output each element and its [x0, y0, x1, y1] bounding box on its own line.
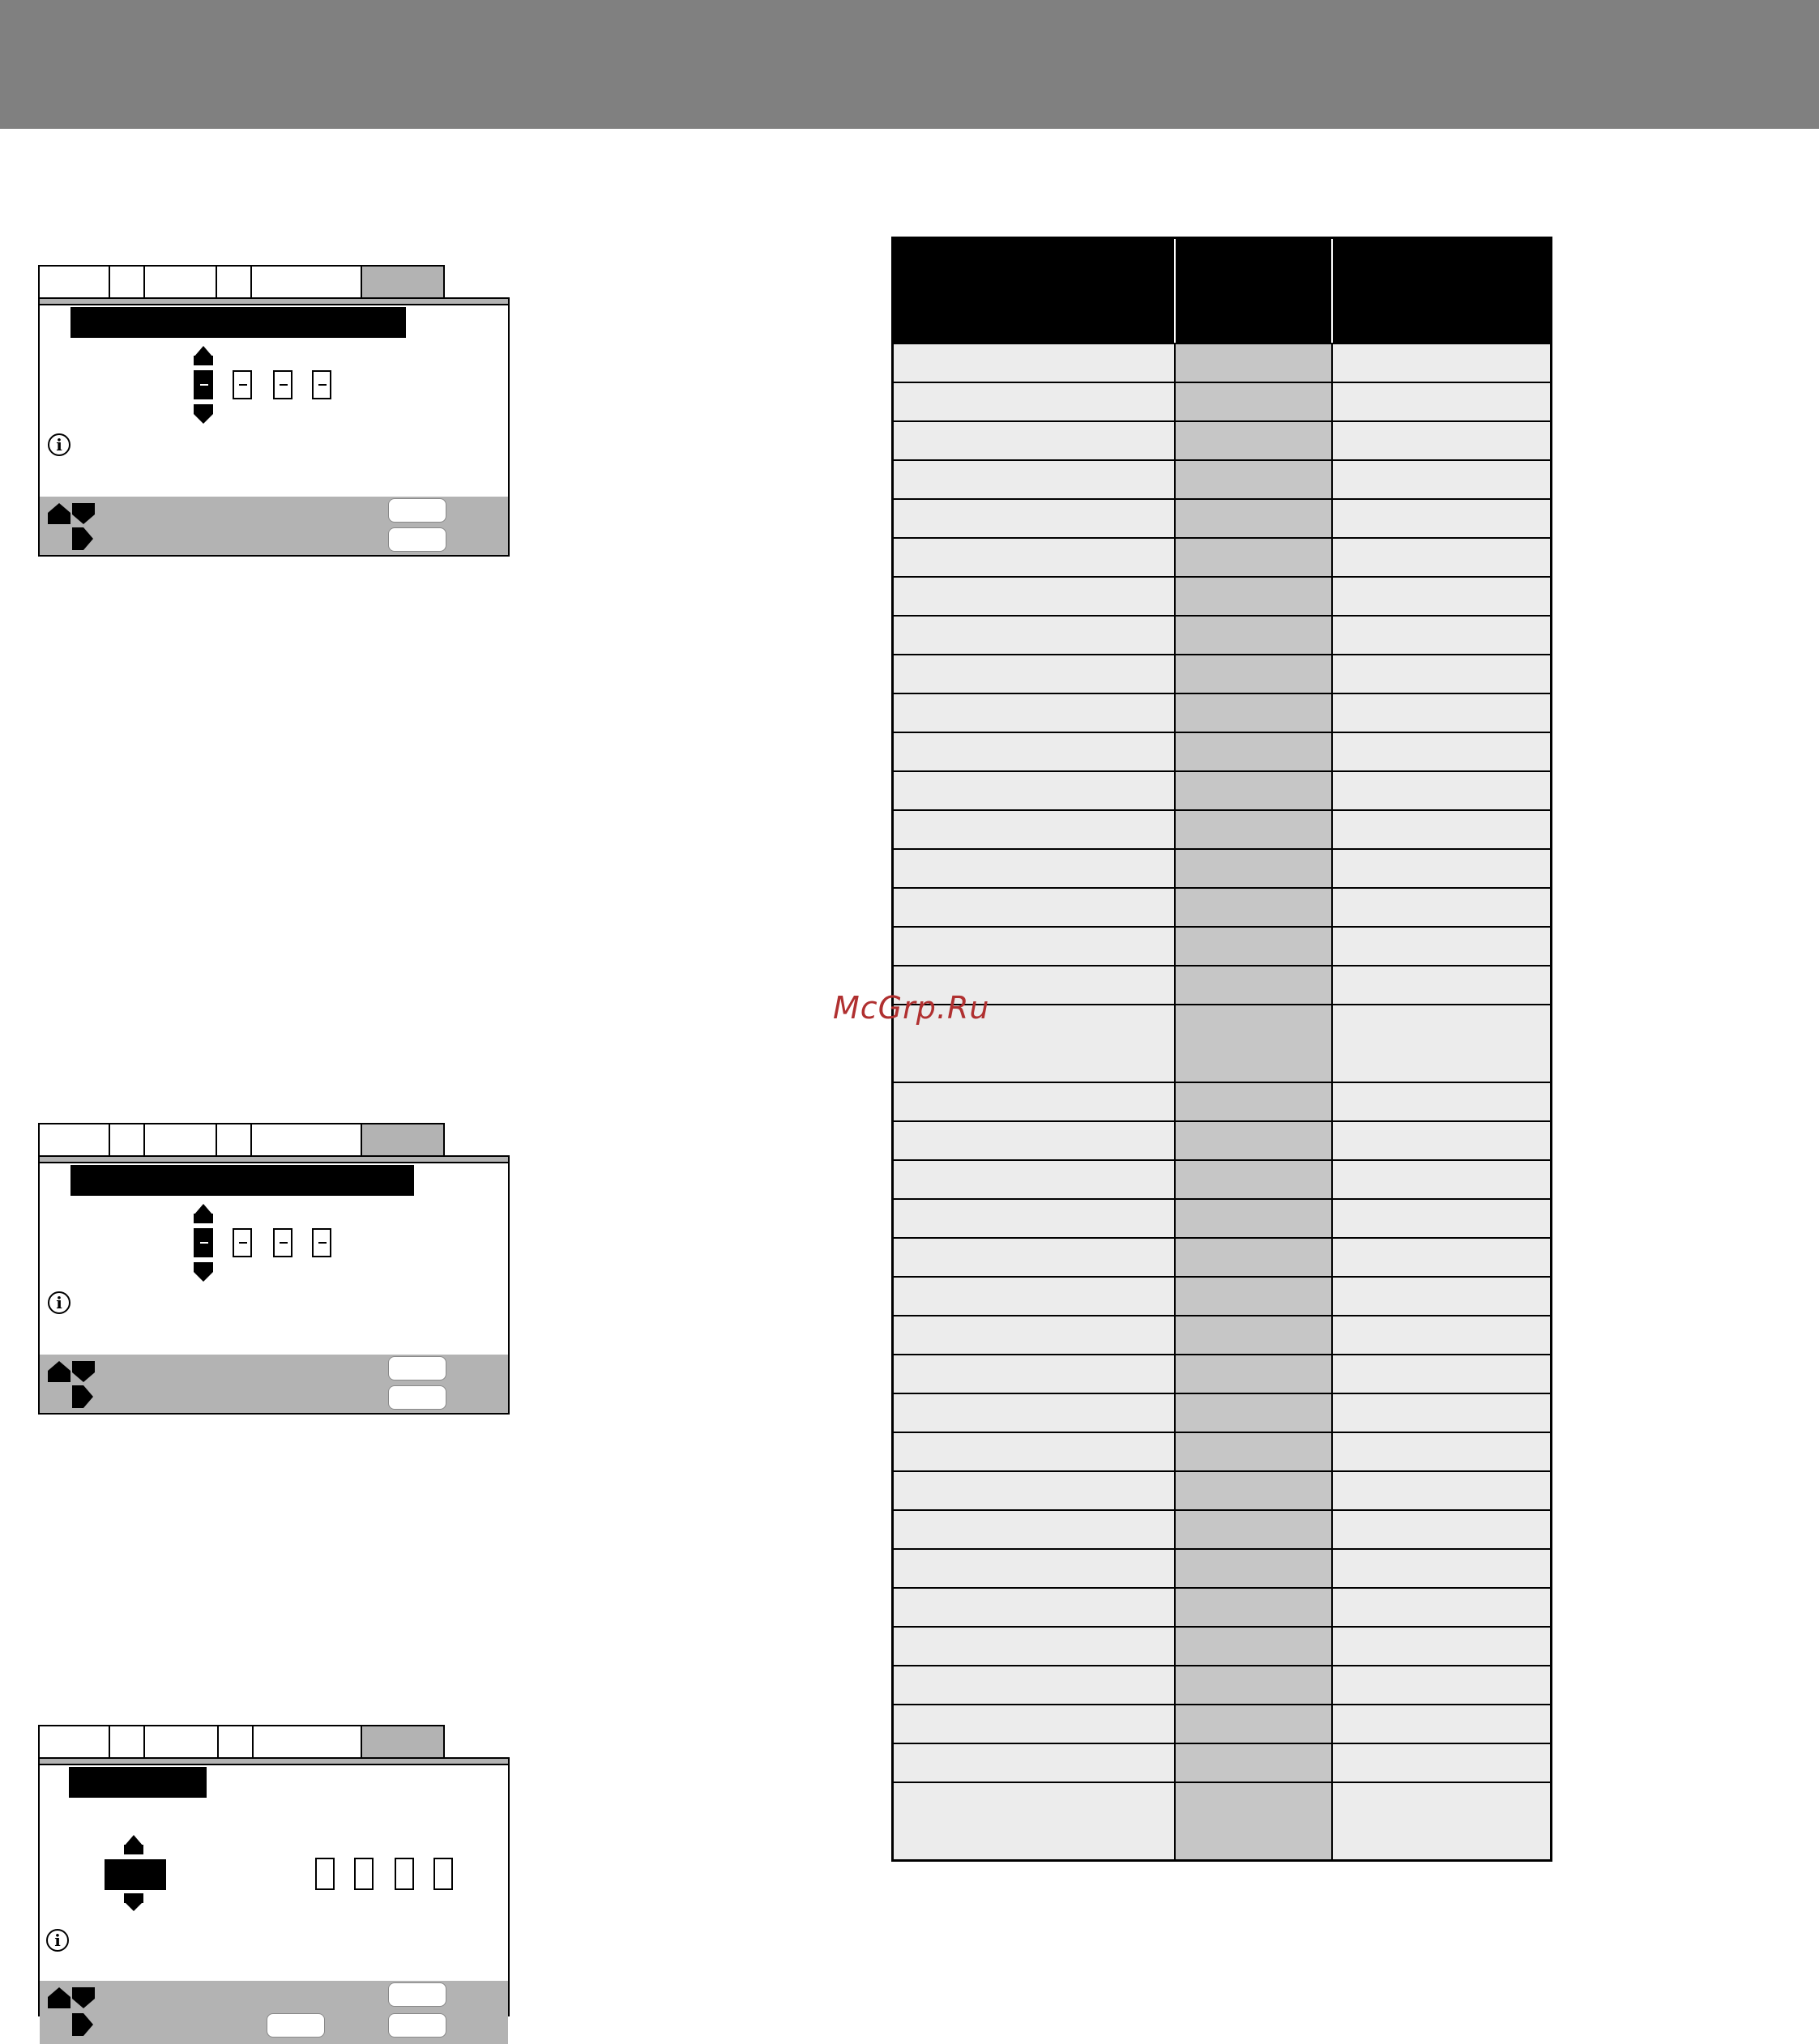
table-cell-col-1	[894, 1161, 1176, 1198]
table-row	[894, 1120, 1550, 1159]
table-cell-col-2	[1176, 1083, 1333, 1120]
table-cell-col-3	[1333, 500, 1550, 537]
nav-down-icon	[72, 514, 95, 524]
table-cell-col-1	[894, 1472, 1176, 1509]
nav-right-icon	[83, 527, 93, 550]
table-cell-col-3	[1333, 850, 1550, 887]
table-cell-col-1	[894, 500, 1176, 537]
nav-down-icon	[72, 1999, 95, 2008]
table-row	[894, 1743, 1550, 1782]
table-cell-col-1	[894, 1278, 1176, 1315]
table-cell-col-2	[1176, 967, 1333, 1004]
tab-4[interactable]	[217, 1725, 254, 1757]
tab-5[interactable]	[252, 1725, 362, 1757]
table-cell-col-2	[1176, 422, 1333, 459]
table-cell-col-3	[1333, 1744, 1550, 1782]
digit-4[interactable]	[312, 370, 331, 399]
table-cell-col-3	[1333, 344, 1550, 382]
table-cell-col-3	[1333, 1122, 1550, 1159]
tab-2[interactable]	[109, 1725, 145, 1757]
table-row	[894, 382, 1550, 420]
table-cell-col-3	[1333, 811, 1550, 848]
tab-5[interactable]	[250, 265, 362, 297]
info-icon: i	[46, 1929, 69, 1952]
tab-1[interactable]	[38, 265, 110, 297]
softkey-2[interactable]	[388, 1385, 446, 1410]
table-row	[894, 1159, 1550, 1198]
table-cell-col-1	[894, 1705, 1176, 1743]
table-row	[894, 1082, 1550, 1120]
table-row	[894, 1782, 1550, 1859]
table-cell-col-1	[894, 1200, 1176, 1237]
table-cell-col-1	[894, 1589, 1176, 1626]
tab-1[interactable]	[38, 1725, 110, 1757]
table-cell-col-2	[1176, 1239, 1333, 1276]
table-cell-col-2	[1176, 850, 1333, 887]
digit-2[interactable]	[233, 370, 252, 399]
table-cell-col-1	[894, 1783, 1176, 1859]
digit-3[interactable]	[273, 370, 292, 399]
info-icon: i	[48, 1291, 70, 1314]
table-row	[894, 770, 1550, 809]
screen-title-bar	[70, 307, 406, 338]
screen-panel	[38, 1155, 510, 1415]
table-cell-col-1	[894, 694, 1176, 732]
table-cell-col-2	[1176, 1005, 1333, 1082]
table-row	[894, 498, 1550, 537]
table-row	[894, 809, 1550, 848]
table-cell-col-3	[1333, 694, 1550, 732]
screen-title-bar	[70, 1165, 414, 1196]
table-cell-col-3	[1333, 1433, 1550, 1470]
arrow-down-icon[interactable]	[194, 414, 213, 424]
table-row	[894, 887, 1550, 926]
table-cell-col-3	[1333, 1394, 1550, 1432]
table-cell-col-3	[1333, 422, 1550, 459]
tab-strip	[38, 265, 510, 299]
watermark: McGrp.Ru	[833, 990, 990, 1026]
table-row	[894, 1276, 1550, 1315]
table-cell-col-3	[1333, 1083, 1550, 1120]
table-row	[894, 1509, 1550, 1548]
table-cell-col-3	[1333, 1200, 1550, 1237]
tab-active[interactable]	[361, 1725, 445, 1757]
nav-right-icon	[83, 1385, 93, 1408]
table-cell-col-1	[894, 1433, 1176, 1470]
table-cell-col-1	[894, 1316, 1176, 1354]
table-row	[894, 537, 1550, 576]
header-col-1	[894, 239, 1176, 343]
table-cell-col-3	[1333, 1550, 1550, 1587]
table-row	[894, 1704, 1550, 1743]
table-cell-col-1	[894, 422, 1176, 459]
table-header	[894, 239, 1550, 343]
table-cell-col-2	[1176, 655, 1333, 693]
digit-1[interactable]	[194, 370, 213, 399]
table-cell-col-2	[1176, 1433, 1333, 1470]
table-cell-col-3	[1333, 1355, 1550, 1393]
table-cell-col-1	[894, 1394, 1176, 1432]
table-cell-col-1	[894, 1628, 1176, 1665]
screen-panel	[38, 297, 510, 557]
tab-2[interactable]	[109, 1123, 145, 1155]
softkey-2[interactable]	[388, 2013, 446, 2038]
table-cell-col-1	[894, 617, 1176, 654]
table-cell-col-1	[894, 811, 1176, 848]
table-cell-col-3	[1333, 1589, 1550, 1626]
screen-footer	[40, 1355, 508, 1413]
digit-1[interactable]	[315, 1858, 335, 1890]
lcd-screen-1	[38, 265, 510, 557]
table-cell-col-3	[1333, 655, 1550, 693]
table-cell-col-3	[1333, 1472, 1550, 1509]
table-cell-col-3	[1333, 772, 1550, 809]
lcd-screen-3	[38, 1725, 510, 2016]
table-cell-col-3	[1333, 1511, 1550, 1548]
tab-active[interactable]	[361, 265, 445, 297]
selected-field[interactable]	[105, 1859, 166, 1890]
softkey-2[interactable]	[388, 527, 446, 552]
tab-3[interactable]	[143, 1123, 217, 1155]
table-cell-col-1	[894, 850, 1176, 887]
table-cell-col-3	[1333, 733, 1550, 770]
table-row	[894, 1665, 1550, 1704]
table-row	[894, 1315, 1550, 1354]
table-row	[894, 926, 1550, 965]
table-cell-col-1	[894, 578, 1176, 615]
table-cell-col-2	[1176, 1744, 1333, 1782]
table-cell-col-3	[1333, 1783, 1550, 1859]
table-cell-col-2	[1176, 383, 1333, 420]
arrow-down-icon[interactable]	[124, 1901, 143, 1911]
table-row	[894, 1626, 1550, 1665]
table-row	[894, 1354, 1550, 1393]
header-bar	[0, 0, 1819, 129]
tab-2[interactable]	[109, 265, 145, 297]
table-cell-col-3	[1333, 889, 1550, 926]
nav-up-icon	[48, 503, 70, 513]
softkey-1[interactable]	[388, 1356, 446, 1380]
table-cell-col-1	[894, 1666, 1176, 1704]
table-cell-col-3	[1333, 578, 1550, 615]
table-cell-col-3	[1333, 928, 1550, 965]
table-cell-col-1	[894, 1083, 1176, 1120]
table-cell-col-1	[894, 539, 1176, 576]
table-cell-col-3	[1333, 1628, 1550, 1665]
table-cell-col-2	[1176, 1200, 1333, 1237]
tab-3[interactable]	[143, 265, 217, 297]
lcd-screen-2	[38, 1123, 510, 1415]
table-row	[894, 576, 1550, 615]
table-cell-col-3	[1333, 967, 1550, 1004]
table-cell-col-2	[1176, 1628, 1333, 1665]
table-row	[894, 693, 1550, 732]
table-cell-col-1	[894, 1355, 1176, 1393]
digit-2[interactable]	[354, 1858, 374, 1890]
table-cell-col-1	[894, 1511, 1176, 1548]
table-cell-col-1	[894, 928, 1176, 965]
table-row	[894, 420, 1550, 459]
digit-3[interactable]	[395, 1858, 414, 1890]
settings-table	[891, 237, 1552, 1862]
table-cell-col-2	[1176, 539, 1333, 576]
table-cell-col-3	[1333, 1278, 1550, 1315]
table-row	[894, 1393, 1550, 1432]
table-row	[894, 1432, 1550, 1470]
screen-footer	[40, 1981, 508, 2044]
table-cell-col-2	[1176, 578, 1333, 615]
softkey-3[interactable]	[267, 2013, 325, 2038]
table-cell-col-2	[1176, 772, 1333, 809]
table-row	[894, 1587, 1550, 1626]
digit-4[interactable]	[433, 1858, 453, 1890]
table-cell-col-2	[1176, 1783, 1333, 1859]
table-cell-col-2	[1176, 1316, 1333, 1354]
screen-footer	[40, 497, 508, 555]
table-cell-col-1	[894, 383, 1176, 420]
table-cell-col-2	[1176, 694, 1333, 732]
tab-4[interactable]	[216, 1123, 252, 1155]
table-cell-col-3	[1333, 617, 1550, 654]
table-row	[894, 732, 1550, 770]
softkey-1[interactable]	[388, 498, 446, 523]
table-cell-col-2	[1176, 461, 1333, 498]
table-cell-col-2	[1176, 1355, 1333, 1393]
table-cell-col-3	[1333, 1666, 1550, 1704]
header-col-3	[1333, 239, 1550, 343]
table-cell-col-2	[1176, 1511, 1333, 1548]
digit-4[interactable]	[312, 1228, 331, 1257]
softkey-1[interactable]	[388, 1982, 446, 2007]
tab-active[interactable]	[361, 1123, 445, 1155]
table-row	[894, 1548, 1550, 1587]
table-cell-col-2	[1176, 889, 1333, 926]
nav-down-icon	[72, 1372, 95, 1382]
table-cell-col-2	[1176, 928, 1333, 965]
header-col-2	[1176, 239, 1333, 343]
table-cell-col-1	[894, 772, 1176, 809]
table-row	[894, 1004, 1550, 1082]
table-cell-col-3	[1333, 539, 1550, 576]
table-cell-col-2	[1176, 1705, 1333, 1743]
info-icon: i	[48, 433, 70, 456]
table-cell-col-2	[1176, 733, 1333, 770]
tab-strip	[38, 1123, 510, 1157]
nav-up-icon	[48, 1361, 70, 1371]
table-cell-col-1	[894, 1550, 1176, 1587]
table-row	[894, 1198, 1550, 1237]
table-cell-col-3	[1333, 1005, 1550, 1082]
table-cell-col-2	[1176, 1589, 1333, 1626]
table-row	[894, 1470, 1550, 1509]
table-row	[894, 459, 1550, 498]
table-row	[894, 343, 1550, 382]
table-cell-col-2	[1176, 1666, 1333, 1704]
digit-3[interactable]	[273, 1228, 292, 1257]
table-cell-col-3	[1333, 1161, 1550, 1198]
table-cell-col-2	[1176, 1278, 1333, 1315]
nav-up-icon	[48, 1987, 70, 1997]
table-cell-col-1	[894, 889, 1176, 926]
digit-1[interactable]	[194, 1228, 213, 1257]
table-cell-col-1	[894, 1239, 1176, 1276]
table-cell-col-3	[1333, 461, 1550, 498]
screen-panel	[38, 1757, 510, 2016]
table-cell-col-3	[1333, 1316, 1550, 1354]
table-row	[894, 615, 1550, 654]
arrow-down-icon[interactable]	[194, 1272, 213, 1282]
table-cell-col-1	[894, 344, 1176, 382]
table-cell-col-1	[894, 733, 1176, 770]
table-cell-col-1	[894, 461, 1176, 498]
table-cell-col-3	[1333, 383, 1550, 420]
tab-4[interactable]	[216, 265, 252, 297]
digit-2[interactable]	[233, 1228, 252, 1257]
table-cell-col-1	[894, 1744, 1176, 1782]
table-cell-col-3	[1333, 1239, 1550, 1276]
table-cell-col-1	[894, 655, 1176, 693]
tab-1[interactable]	[38, 1123, 110, 1155]
table-cell-col-2	[1176, 344, 1333, 382]
table-row	[894, 965, 1550, 1004]
tab-5[interactable]	[250, 1123, 362, 1155]
nav-right-icon	[83, 2013, 93, 2036]
tab-3[interactable]	[143, 1725, 219, 1757]
tab-strip	[38, 1725, 510, 1759]
table-cell-col-2	[1176, 1472, 1333, 1509]
table-row	[894, 1237, 1550, 1276]
table-cell-col-2	[1176, 617, 1333, 654]
table-cell-col-2	[1176, 1394, 1333, 1432]
table-row	[894, 848, 1550, 887]
table-cell-col-1	[894, 1122, 1176, 1159]
table-cell-col-2	[1176, 1161, 1333, 1198]
table-cell-col-3	[1333, 1705, 1550, 1743]
table-cell-col-2	[1176, 811, 1333, 848]
table-cell-col-2	[1176, 1122, 1333, 1159]
table-cell-col-2	[1176, 500, 1333, 537]
table-row	[894, 654, 1550, 693]
screen-title-bar	[69, 1767, 207, 1798]
table-cell-col-2	[1176, 1550, 1333, 1587]
